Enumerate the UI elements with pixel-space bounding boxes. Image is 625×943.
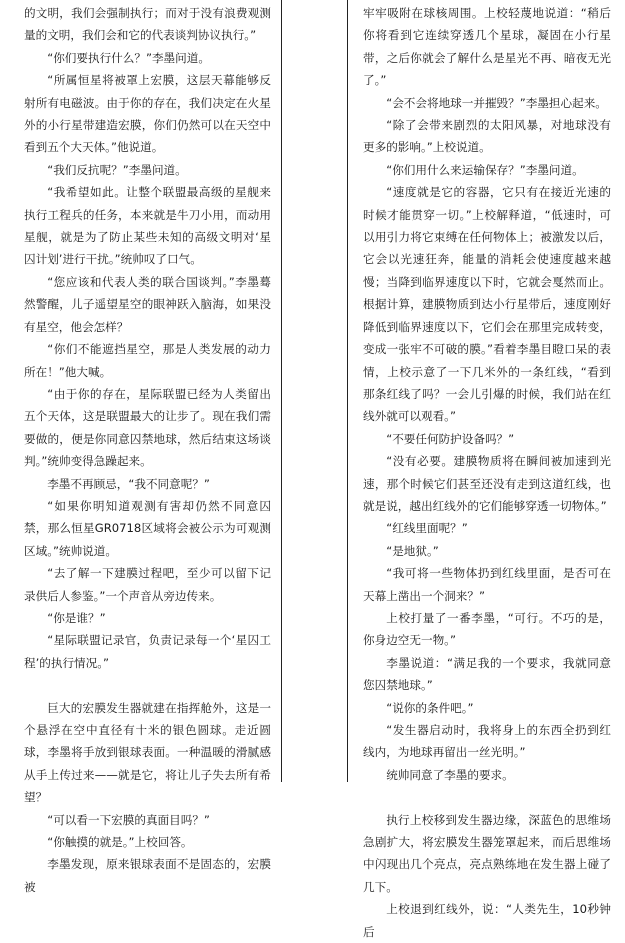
paragraph: “我希望如此。让整个联盟最高级的星舰来执行工程兵的任务，本来就是牛刀小用，而动用星舰，就是为了防止某些未知的高级文明对‘星囚计划’进行干扰。”统帅叹了口气。	[24, 185, 271, 267]
paragraph: 牢牢吸附在球核周围。上校轻蔑地说道：“稍后你将看到它连续穿透几个星球，凝固在小行星带，之后你就会了解什么是星光不再、暗夜无光了。”	[363, 6, 611, 88]
paragraph: 李墨发现，原来银球表面不是固态的，宏膜被	[24, 857, 271, 894]
paragraph: “没有必要。建膜物质将在瞬间被加速到光速，那个时候它们甚至还没有走到这道红线，也就是说，越出红线外的它们能够穿透一切物体。”	[363, 454, 611, 513]
paragraph: 李墨不再顾忌，“我不同意呢？”	[47, 476, 210, 491]
text-column-right	[363, 2, 611, 939]
paragraph: “你触摸的就是。”上校回答。	[47, 835, 193, 850]
paragraph: 执行上校移到发生器边缘，深蓝色的思维场急剧扩大，将宏膜发生器笼罩起来，而后思维场中闪现出几个亮点，亮点熟练地在发生器上碰了几下。	[363, 812, 611, 894]
paragraph-break	[363, 786, 611, 808]
paragraph: “我可将一些物体扔到红线里面，是否可在天幕上凿出一个洞来？”	[363, 566, 611, 603]
paragraph: “除了会带来剧烈的太阳风暴，对地球没有更多的影响。”上校说道。	[363, 118, 611, 155]
paragraph: “所属恒星将被罩上宏膜，这层天幕能够反射所有电磁波。由于你的存在，我们决定在火星外的小行星带建造宏膜，你们仍然可以在天空中看到五个大天体。”他说道。	[24, 73, 271, 155]
column-divider-left	[281, 0, 282, 782]
paragraph: “是地狱。”	[386, 543, 439, 558]
paragraph: “去了解一下建膜过程吧，至少可以留下记录供后人参鉴。”一个声音从旁边传来。	[24, 566, 271, 603]
paragraph: 李墨说道：“满足我的一个要求，我就同意您囚禁地球。”	[363, 655, 611, 693]
paragraph: “不要任何防护设备吗？”	[386, 431, 515, 446]
paragraph: 统帅同意了李墨的要求。	[386, 767, 514, 782]
paragraph: “你们不能遮挡星空，那是人类发展的动力所在！”他大喊。	[24, 342, 271, 379]
paragraph: “如果你明知道观测有害却仍然不同意囚禁，那么恒星GR0718区域将会被公示为可观测区域。”统帅说道。	[24, 498, 271, 558]
paragraph: “我们反抗呢？”李墨问道。	[47, 162, 187, 177]
paragraph: 上校退到红线外，说：“人类先生，10秒钟后	[363, 902, 611, 939]
paragraph: “你们要执行什么？”李墨问道。	[47, 50, 210, 65]
paragraph: 巨大的宏膜发生器就建在指挥舱外，这是一个悬浮在空中直径有十米的银色圆球。走近圆球，李墨将手放到银球表面。一种温暖的滑腻感从手上传过来——就是它，将让儿子失去所有希望？	[24, 700, 271, 805]
column-divider-right	[347, 0, 348, 782]
paragraph: “由于你的存在，星际联盟已经为人类留出五个天体，这是联盟最大的让步了。现在我们需要做的，便是你同意囚禁地球，然后结束这场谈判。”统帅变得急躁起来。	[24, 386, 271, 469]
paragraph: “会不会将地球一并摧毁？”李墨担心起来。	[386, 95, 607, 110]
paragraph: “红线里面呢？”	[386, 521, 468, 536]
paragraph: “星际联盟记录官，负责记录每一个‘星囚工程’的执行情况。”	[24, 633, 271, 670]
paragraph: “你是谁？”	[47, 610, 106, 625]
text-column-left	[24, 2, 271, 894]
paragraph: “您应该和代表人类的联合国谈判。”李墨蓦然警醒，儿子遥望星空的眼神跃入脑海，如果没有星空，他会怎样？	[24, 274, 271, 334]
paragraph: 上校打量了一番李墨，“可行。不巧的是，你身边空无一物。”	[363, 610, 611, 648]
paragraph: “你们用什么来运输保存？”李墨问道。	[386, 162, 584, 177]
paragraph: “速度就是它的容器，它只有在接近光速的时候才能贯穿一切。”上校解释道，“低速时，可以用引力将它束缚在任何物体上；被激发以后，它会以光速狂奔，能量的消耗会使速度越来越慢；当降到临界速度以下时，它就会戛然而止。根据计算，建膜物质到达小行星带后，速度刚好降低到临界速度以下，它们会在那里完成转变，变成一张牢不可破的膜。”看着李墨目瞪口呆的表情，上校示意了一下几米外的一条红线，“看到那条红线了吗？一会儿引爆的时候，我们站在红线外就可以观看。”	[363, 185, 611, 424]
paragraph: “说你的条件吧。”	[386, 700, 474, 715]
paragraph: “发生器启动时，我将身上的东西全扔到红线内，为地球再留出一丝光明。”	[363, 723, 611, 760]
paragraph: 的文明，我们会强制执行；而对于没有浪费观测量的文明，我们会和它的代表谈判协议执行。”	[24, 6, 271, 43]
paragraph: “可以看一下宏膜的真面目吗？”	[47, 812, 210, 827]
paragraph-break	[24, 674, 271, 696]
